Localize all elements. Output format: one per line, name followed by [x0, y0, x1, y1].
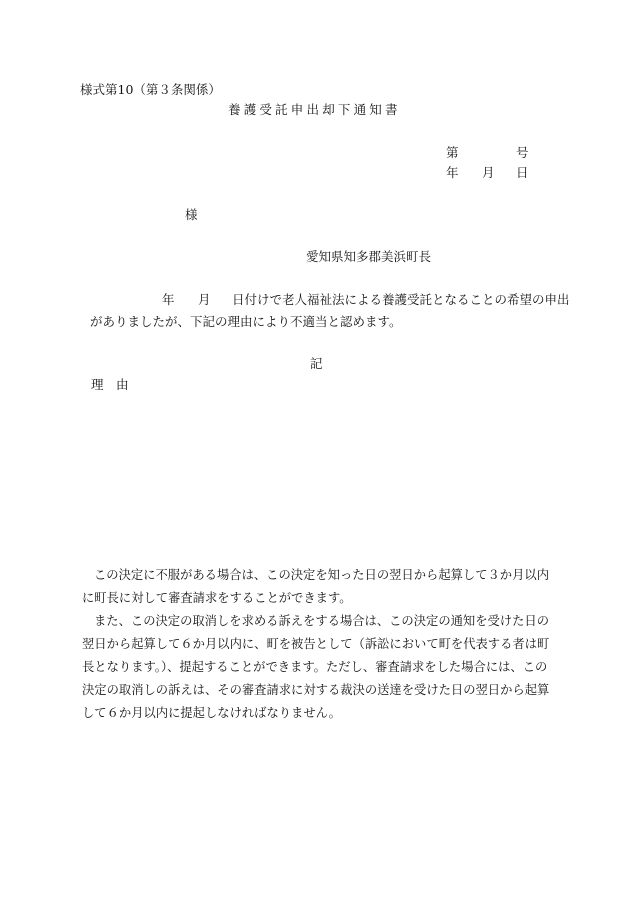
form-number: 様式第10（第３条関係）	[80, 82, 221, 97]
notice-paragraph-1: この決定に不服がある場合は、この決定を知った日の翌日から起算して３か月以内に町長に対して審査請求をすることができます。	[82, 568, 549, 605]
date-year: 年	[446, 165, 459, 180]
intro-line2: がありましたが、下記の理由により不適当と認めます。	[90, 314, 402, 329]
date-month: 月	[482, 165, 495, 180]
intro-line1: 日付けで老人福祉法による養護受託となることの希望の申出	[232, 292, 570, 307]
reference-gou: 号	[516, 145, 529, 160]
issuer: 愛知県知多郡美浜町長	[306, 249, 432, 264]
reason-label: 理 由	[91, 377, 129, 392]
date-day: 日	[516, 165, 529, 180]
intro-month: 月	[198, 292, 211, 307]
document-title: 養護受託申出却下通知書	[228, 102, 401, 117]
reference-dai: 第	[446, 145, 459, 160]
ki-heading: 記	[310, 356, 323, 371]
intro-year: 年	[162, 292, 175, 307]
addressee: 様	[185, 207, 198, 222]
notice-paragraph-2: また、この決定の取消しを求める訴えをする場合は、この決定の通知を受けた日の翌日から起算して６か月以内に、町を被告として（訴訟において町を代表する者は町長となります。）、提起することができます。ただし、審査請求をした場合には、この決定の取消しの訴えは、その審査請求に対する裁決の送達を受けた日の翌日から起算して６か月以内に提起しなければなりません。	[82, 614, 550, 720]
